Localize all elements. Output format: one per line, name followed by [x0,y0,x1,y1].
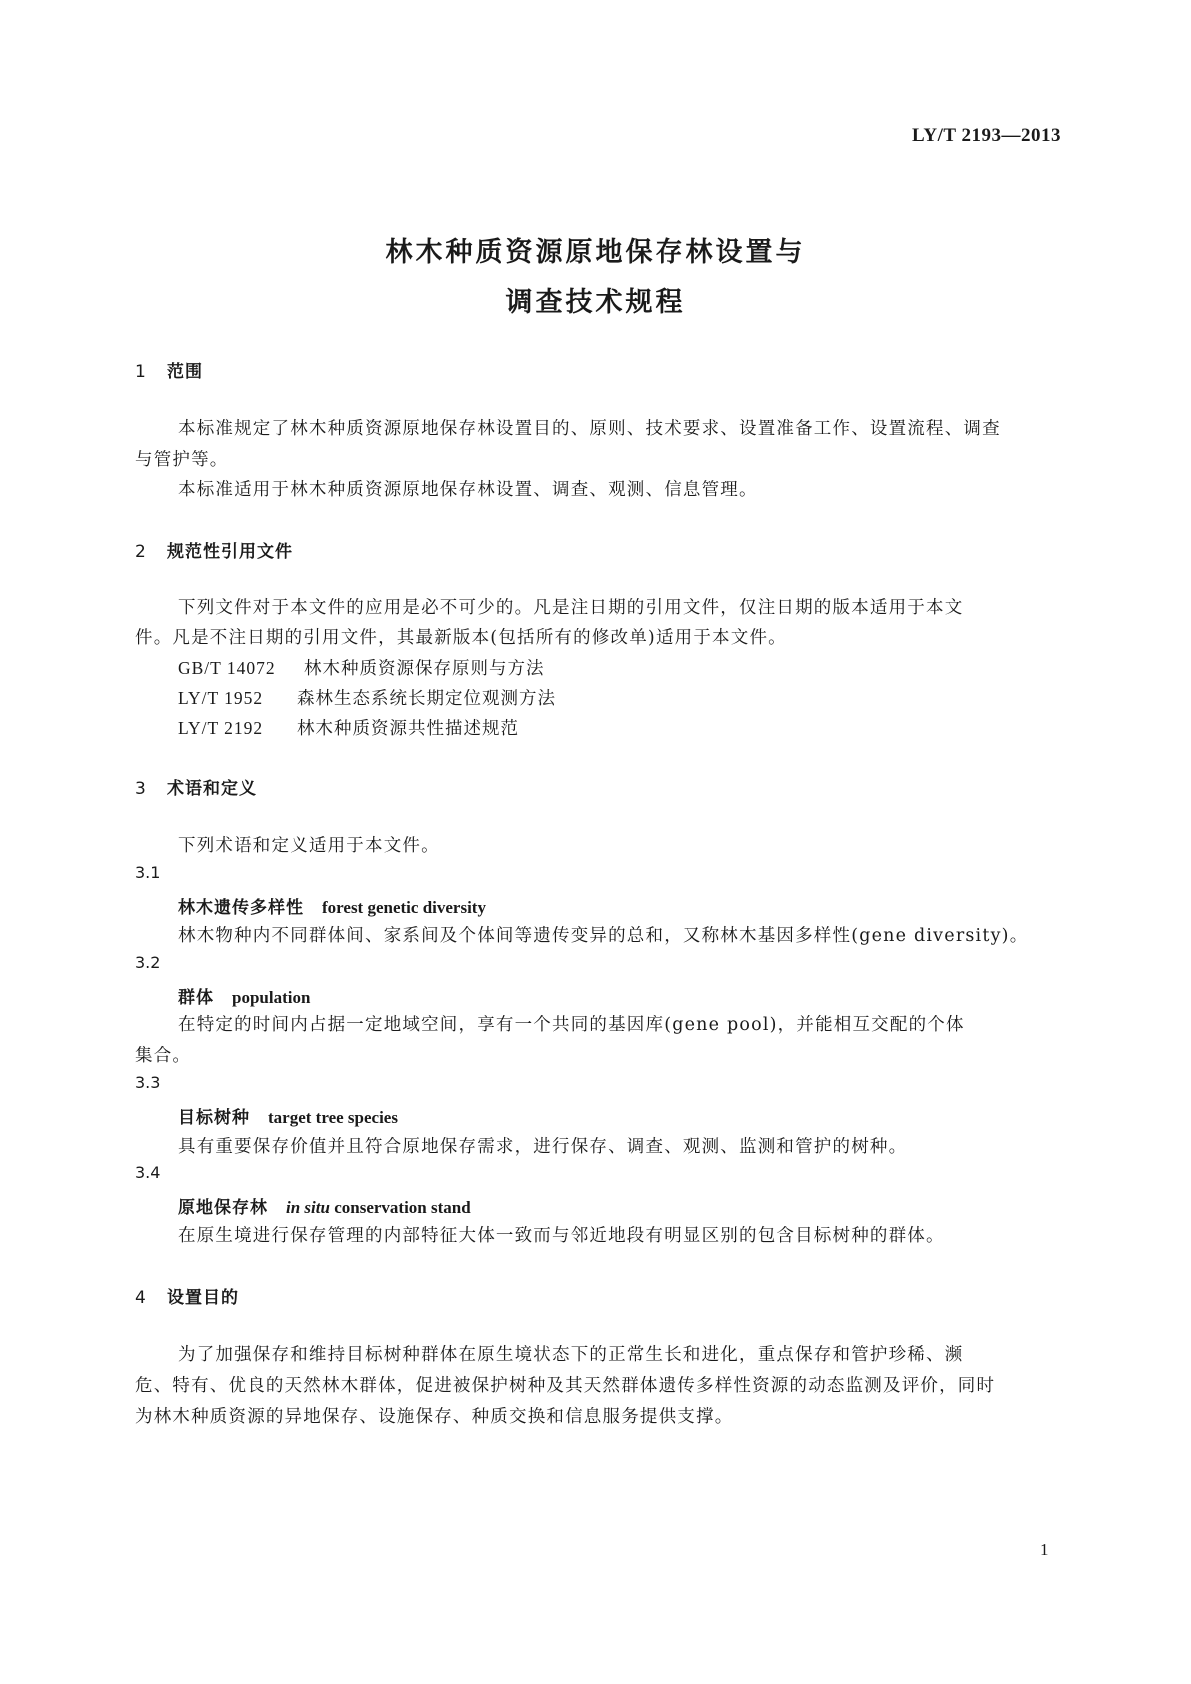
term-en: target tree species [268,1108,398,1127]
s4-paragraph-line-2: 危、特有、优良的天然林木群体，促进被保护树种及其天然群体遗传多样性资源的动态监测及评价，同时 [135,1376,996,1396]
section-2-heading [135,537,293,562]
term-en [286,1198,471,1217]
reference-code: LY/T 2192 [178,718,264,738]
term-zh: 目标树种 [178,1108,250,1128]
term-definition: 在原生境进行保存管理的内部特征大体一致而与邻近地段有明显区别的包含目标树种的群体。 [178,1226,945,1246]
s3-intro: 下列术语和定义适用于本文件。 [178,836,440,856]
term-en-italic: in situ [286,1198,330,1217]
term-heading [178,983,310,1008]
section-number: 3 [135,779,147,799]
reference-title: 森林生态系统长期定位观测方法 [297,689,556,709]
reference-code: LY/T 1952 [178,688,264,708]
reference-code: GB/T 14072 [178,658,276,678]
reference-item [178,685,556,710]
term-definition: 具有重要保存价值并且符合原地保存需求，进行保存、调查、观测、监测和管护的树种。 [178,1137,908,1157]
section-title: 规范性引用文件 [167,542,293,562]
term-number: 3.2 [135,953,161,972]
section-title: 范围 [167,362,203,382]
term-en: population [232,988,311,1007]
section-title: 术语和定义 [167,779,257,799]
term-zh: 原地保存林 [178,1198,268,1218]
page-number: 1 [1040,1540,1049,1559]
reference-title: 林木种质资源保存原则与方法 [304,659,545,679]
s2-paragraph-1-line-2: 件。凡是不注日期的引用文件，其最新版本(包括所有的修改单)适用于本文件。 [135,628,787,648]
term-en-rest: conservation stand [329,1198,471,1217]
standard-code: LY/T 2193—2013 [911,125,1061,146]
term-heading [178,1193,471,1218]
section-number: 2 [135,542,147,562]
term-heading [178,1103,398,1128]
section-4-heading [135,1283,239,1308]
s2-paragraph-1-line-1: 下列文件对于本文件的应用是必不可少的。凡是注日期的引用文件，仅注日期的版本适用于本文 [178,598,964,618]
reference-title: 林木种质资源共性描述规范 [297,719,519,739]
s4-paragraph-line-1: 为了加强保存和维持目标树种群体在原生境状态下的正常生长和进化，重点保存和管护珍稀、濒 [178,1345,964,1365]
section-3-heading [135,774,257,799]
section-number: 4 [135,1288,147,1308]
section-number: 1 [135,362,147,382]
s1-paragraph-1-line-1: 本标准规定了林木种质资源原地保存林设置目的、原则、技术要求、设置准备工作、设置流程、调查 [178,419,1001,439]
term-number: 3.3 [135,1073,161,1092]
document-title [0,228,1191,328]
s4-paragraph-line-3: 为林木种质资源的异地保存、设施保存、种质交换和信息服务提供支撑。 [135,1407,734,1427]
title-line-2: 调查技术规程 [505,287,686,318]
s1-paragraph-1-line-2: 与管护等。 [135,450,229,470]
title-line-1: 林木种质资源原地保存林设置与 [385,237,806,268]
term-zh: 群体 [178,988,214,1008]
term-zh: 林木遗传多样性 [178,898,304,918]
term-definition-line-2: 集合。 [135,1046,192,1066]
section-title: 设置目的 [167,1288,239,1308]
s1-paragraph-2: 本标准适用于林木种质资源原地保存林设置、调查、观测、信息管理。 [178,480,758,500]
reference-item [178,655,545,680]
term-number: 3.1 [135,863,161,882]
term-definition: 林木物种内不同群体间、家系间及个体间等遗传变异的总和，又称林木基因多样性(gene diversity)。 [178,926,1029,946]
reference-item [178,715,519,740]
term-en: forest genetic diversity [322,898,486,917]
section-1-heading [135,357,203,382]
term-number: 3.4 [135,1163,161,1182]
term-definition-line-1: 在特定的时间内占据一定地域空间，享有一个共同的基因库(gene pool)，并能相互交配的个体 [178,1015,965,1035]
term-heading [178,893,486,918]
